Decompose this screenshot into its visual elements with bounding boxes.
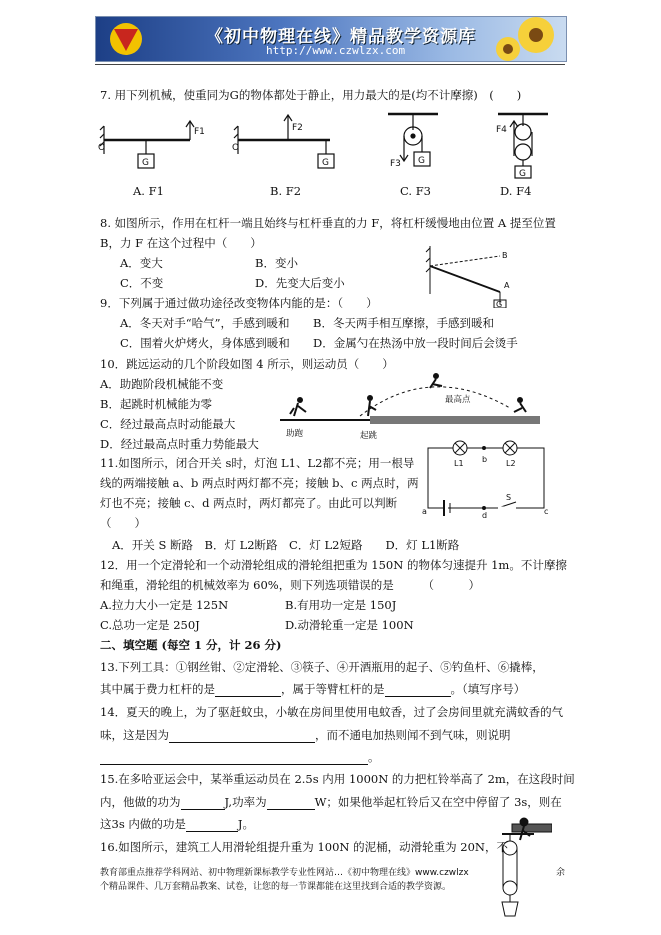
q15-text-a: 内，他做的功为 (100, 795, 181, 809)
q12-option-b: B.有用功一定是 150J (285, 598, 397, 612)
q11-line1: 11.如图所示，闭合开关 s时，灯泡 L1、L2都不亮；用一根导 (100, 456, 415, 470)
q9-stem: 9．下列属于通过做功途径改变物体内能的是：（ ） (100, 296, 378, 310)
q15-text-e: J。 (237, 817, 254, 831)
q14-text-b: ，而不通电加热则闻不到气味，则说明 (315, 728, 511, 742)
q7-f3-label: F3 (390, 159, 401, 169)
q13-blank-2[interactable] (385, 682, 451, 697)
q13-line1: 13.下列工具：①钢丝钳、②定滑轮、③筷子、④开酒瓶用的起子、⑤钓鱼杆、⑥撬棒， (100, 660, 544, 674)
q11-label-c: c (544, 507, 549, 516)
q8-lever-figure (420, 244, 530, 308)
q14-blank-2[interactable] (100, 750, 368, 765)
q7-g-label-d: G (519, 169, 526, 179)
q15-text-d: 这3s 内做的功是 (100, 817, 186, 831)
q11-line3: 灯也不亮；接触 c、d 两点时，两灯都亮了。由此可以判断 (100, 496, 398, 510)
q7-option-a: A. F1 (133, 184, 164, 198)
header-rule (95, 64, 565, 65)
q9-option-b: B．冬天两手相互摩擦，手感到暖和 (313, 316, 494, 330)
q8-label-g: G (496, 300, 503, 308)
footer-line1-end: 余 (556, 868, 566, 878)
q14-line2 (100, 728, 511, 743)
q7-f1-label: F1 (194, 127, 205, 137)
q12-option-a: A.拉力大小一定是 125N (100, 598, 229, 612)
q11-label-l1: L1 (454, 459, 464, 468)
q12-option-d: D.动滑轮重一定是 100N (285, 618, 414, 632)
q9-option-d: D．金属勺在热汤中放一段时间后会烫手 (313, 336, 518, 350)
footer-line1: 教育部重点推荐学科网站、初中物理新课标教学专业性网站…《初中物理在线》www.czwlzx (100, 868, 469, 878)
q12-line2: 和绳重，滑轮组的机械效率为 60%，则下列选项错误的是 （ ） (100, 578, 480, 592)
q16-pulley-figure (490, 810, 552, 922)
q14-blank-1[interactable] (169, 728, 315, 743)
q11-label-a: a (422, 507, 427, 516)
q14-text-a: 味，这是因为 (100, 728, 169, 742)
q11-label-s: S (506, 493, 512, 502)
q15-line3 (100, 817, 254, 832)
q14-text-end: 。 (368, 750, 380, 764)
q10-option-b: B．起跳时机械能为零 (100, 397, 212, 411)
q11-label-l2: L2 (506, 459, 516, 468)
q7-f2-label: F2 (292, 123, 303, 133)
q9-option-c: C．围着火炉烤火，身体感到暖和 (120, 336, 290, 350)
q8-option-d: D．先变大后变小 (255, 276, 345, 290)
q14-line3 (100, 750, 380, 765)
q16-line1: 16.如图所示，建筑工人用滑轮组提升重为 100N 的泥桶，动滑轮重为 20N，不 (100, 840, 508, 854)
q10-option-a: A．助跑阶段机械能不变 (100, 377, 224, 391)
q14-line1: 14．夏天的晚上，为了驱赶蚊虫，小敏在房间里使用电蚊香，过了会房间里就充满蚊香的气 (100, 705, 564, 719)
q7-o-label-b: O (232, 143, 240, 153)
q7-g-label-b: G (322, 158, 329, 168)
q7-g-label-a: G (142, 158, 149, 168)
header-banner (95, 16, 567, 62)
q13-text-a: 其中属于费力杠杆的是 (100, 682, 215, 696)
q7-option-d: D. F4 (500, 184, 532, 198)
q7-o-label-a: O (98, 143, 106, 153)
q15-blank-power[interactable] (267, 795, 315, 810)
q8-label-a: A (504, 281, 510, 290)
q11-label-d: d (482, 511, 488, 518)
q11-line4: （ ） (100, 516, 146, 530)
q11-options: A．开关 S 断路 B．灯 L2断路 C．灯 L2短路 D．灯 L1断路 (112, 538, 460, 552)
q10-label-top: 最高点 (445, 395, 471, 405)
q8-label-b: B (502, 251, 508, 260)
q15-text-c: W；如果他举起杠铃后又在空中停留了 3s，则在 (314, 795, 562, 809)
q13-blank-1[interactable] (215, 682, 281, 697)
q10-stem: 10．跳远运动的几个阶段如图 4 所示，则运动员（ ） (100, 357, 394, 371)
q11-circuit-figure (420, 440, 550, 518)
footer-line2: 个精品课件、几万套精品教案、试卷，让您的每一节课都能在这里找到合适的教学资源。 (100, 882, 452, 892)
section-heading-fill-in: 二、填空题 (每空 1 分，计 26 分) (100, 638, 282, 652)
q8-option-b: B．变小 (255, 256, 298, 270)
q12-line1: 12．用一个定滑轮和一个动滑轮组成的滑轮组把重为 150N 的物体匀速提升 1m。不计摩擦 (100, 558, 567, 572)
q7-f4-label: F4 (496, 125, 507, 135)
q9-option-a: A．冬天对手“哈气”，手感到暖和 (120, 316, 290, 330)
q15-blank-work-3s[interactable] (186, 817, 238, 832)
q7-option-c: C. F3 (400, 184, 431, 198)
q15-text-b: J,功率为 (224, 795, 267, 809)
q7-option-b: B. F2 (270, 184, 302, 198)
q12-option-c: C.总功一定是 250J (100, 618, 200, 632)
q8-line1: 8. 如图所示，作用在杠杆一端且始终与杠杆垂直的力 F，将杠杆缓慢地由位置 A 提至位置 (100, 216, 556, 230)
q15-line2 (100, 795, 562, 810)
q13-text-c: 。（填写序号） (450, 682, 526, 696)
q13-text-b: ，属于等臂杠杆的是 (281, 682, 385, 696)
q11-line2: 线的两端接触 a、b 两点时两灯都不亮；接触 b、c 两点时，两 (100, 476, 419, 490)
q10-option-d: D．经过最高点时重力势能最大 (100, 437, 259, 451)
q10-longjump-figure (280, 368, 550, 440)
q11-label-b: b (482, 455, 488, 464)
q15-line1: 15.在多哈亚运会中，某举重运动员在 2.5s 内用 1000N 的力把杠铃举高了 2m，在这段时间 (100, 772, 575, 786)
q13-line2 (100, 682, 525, 697)
q7-figures (98, 108, 558, 194)
q10-label-jump: 起跳 (360, 431, 378, 440)
q7-stem: 7. 用下列机械，使重同为G的物体都处于静止，用力最大的是(均不计摩擦) ( ) (100, 88, 522, 102)
q8-line2: B，力 F 在这个过程中（ ） (100, 236, 262, 250)
banner-url[interactable]: http://www.czwlzx.com (266, 44, 406, 57)
q15-blank-work[interactable] (181, 795, 225, 810)
q10-label-run: 助跑 (286, 429, 304, 439)
q10-option-c: C．经过最高点时动能最大 (100, 417, 236, 431)
banner-title: 《初中物理在线》精品教学资源库 (206, 27, 476, 47)
q8-option-c: C．不变 (120, 276, 164, 290)
q8-option-a: A．变大 (120, 256, 163, 270)
q7-g-label-c: G (418, 156, 425, 166)
